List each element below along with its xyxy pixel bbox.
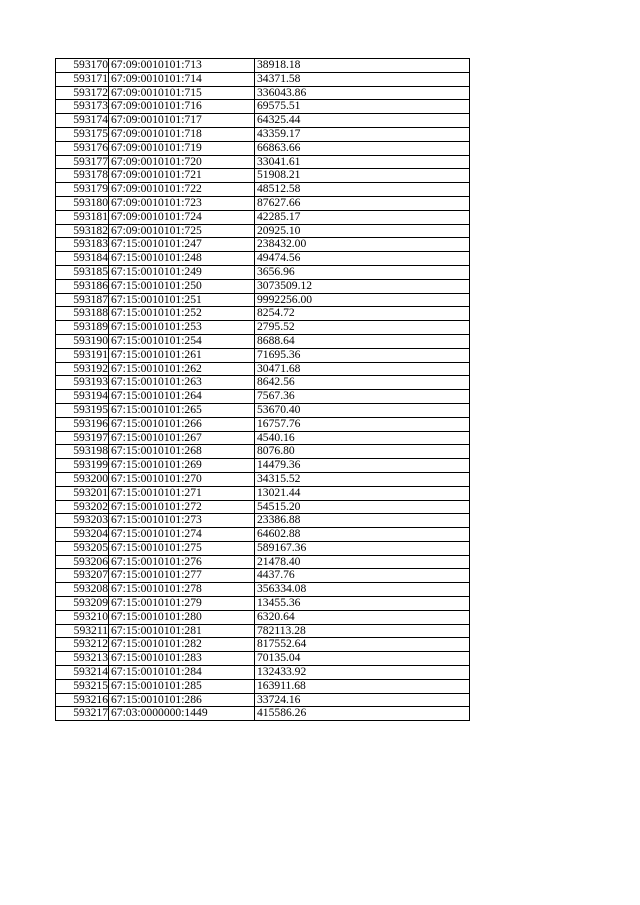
value-cell: 34371.58	[255, 72, 470, 86]
table-row	[56, 403, 470, 417]
table-row	[56, 86, 470, 100]
cadastral-number-cell: 67:15:0010101:281	[109, 624, 255, 638]
table-row	[56, 252, 470, 266]
cadastral-number-cell: 67:09:0010101:724	[109, 210, 255, 224]
row-number-cell: 593178	[56, 169, 109, 183]
row-number-cell: 593201	[56, 486, 109, 500]
row-number-cell: 593197	[56, 431, 109, 445]
table-row	[56, 114, 470, 128]
row-number-cell: 593195	[56, 403, 109, 417]
cadastral-number-cell: 67:15:0010101:266	[109, 417, 255, 431]
value-cell: 3656.96	[255, 265, 470, 279]
row-number-cell: 593179	[56, 183, 109, 197]
table-row	[56, 210, 470, 224]
table-row	[56, 265, 470, 279]
table-row	[56, 555, 470, 569]
table-row	[56, 528, 470, 542]
table-row	[56, 693, 470, 707]
cadastral-number-cell: 67:15:0010101:263	[109, 376, 255, 390]
cadastral-number-cell: 67:15:0010101:267	[109, 431, 255, 445]
table-row	[56, 362, 470, 376]
value-cell: 163911.68	[255, 679, 470, 693]
value-cell: 42285.17	[255, 210, 470, 224]
table-row	[56, 307, 470, 321]
value-cell: 4540.16	[255, 431, 470, 445]
cadastral-number-cell: 67:15:0010101:271	[109, 486, 255, 500]
row-number-cell: 593217	[56, 707, 109, 721]
value-cell: 53670.40	[255, 403, 470, 417]
table-row	[56, 500, 470, 514]
row-number-cell: 593172	[56, 86, 109, 100]
value-cell: 8688.64	[255, 334, 470, 348]
value-cell: 38918.18	[255, 59, 470, 73]
value-cell: 71695.36	[255, 348, 470, 362]
table-row	[56, 417, 470, 431]
table-row	[56, 624, 470, 638]
value-cell: 33724.16	[255, 693, 470, 707]
table-row	[56, 638, 470, 652]
row-number-cell: 593186	[56, 279, 109, 293]
value-cell: 2795.52	[255, 321, 470, 335]
table-row	[56, 321, 470, 335]
value-cell: 817552.64	[255, 638, 470, 652]
row-number-cell: 593180	[56, 196, 109, 210]
row-number-cell: 593196	[56, 417, 109, 431]
value-cell: 3073509.12	[255, 279, 470, 293]
value-cell: 70135.04	[255, 652, 470, 666]
row-number-cell: 593215	[56, 679, 109, 693]
row-number-cell: 593184	[56, 252, 109, 266]
cadastral-number-cell: 67:15:0010101:268	[109, 445, 255, 459]
table-row	[56, 445, 470, 459]
table-row	[56, 279, 470, 293]
cadastral-number-cell: 67:03:0000000:1449	[109, 707, 255, 721]
row-number-cell: 593208	[56, 583, 109, 597]
cadastral-number-cell: 67:15:0010101:264	[109, 390, 255, 404]
row-number-cell: 593193	[56, 376, 109, 390]
value-cell: 415586.26	[255, 707, 470, 721]
table-row	[56, 514, 470, 528]
row-number-cell: 593211	[56, 624, 109, 638]
table-row	[56, 59, 470, 73]
value-cell: 589167.36	[255, 541, 470, 555]
row-number-cell: 593183	[56, 238, 109, 252]
row-number-cell: 593210	[56, 610, 109, 624]
table-row	[56, 583, 470, 597]
cadastral-number-cell: 67:15:0010101:269	[109, 459, 255, 473]
cadastral-number-cell: 67:09:0010101:722	[109, 183, 255, 197]
row-number-cell: 593171	[56, 72, 109, 86]
cadastral-number-cell: 67:15:0010101:270	[109, 472, 255, 486]
row-number-cell: 593192	[56, 362, 109, 376]
row-number-cell: 593202	[56, 500, 109, 514]
cadastral-number-cell: 67:15:0010101:273	[109, 514, 255, 528]
cadastral-number-cell: 67:09:0010101:717	[109, 114, 255, 128]
value-cell: 87627.66	[255, 196, 470, 210]
table-row	[56, 334, 470, 348]
row-number-cell: 593203	[56, 514, 109, 528]
value-cell: 49474.56	[255, 252, 470, 266]
row-number-cell: 593209	[56, 597, 109, 611]
table-row	[56, 486, 470, 500]
row-number-cell: 593199	[56, 459, 109, 473]
table-row	[56, 141, 470, 155]
value-cell: 66863.66	[255, 141, 470, 155]
cadastral-number-cell: 67:15:0010101:253	[109, 321, 255, 335]
table-row	[56, 72, 470, 86]
cadastral-number-cell: 67:15:0010101:274	[109, 528, 255, 542]
row-number-cell: 593194	[56, 390, 109, 404]
table-row	[56, 224, 470, 238]
value-cell: 51908.21	[255, 169, 470, 183]
cadastral-number-cell: 67:15:0010101:250	[109, 279, 255, 293]
cadastral-table	[55, 58, 470, 721]
row-number-cell: 593214	[56, 666, 109, 680]
value-cell: 7567.36	[255, 390, 470, 404]
cadastral-number-cell: 67:15:0010101:286	[109, 693, 255, 707]
value-cell: 64602.88	[255, 528, 470, 542]
value-cell: 33041.61	[255, 155, 470, 169]
cadastral-number-cell: 67:15:0010101:277	[109, 569, 255, 583]
cadastral-number-cell: 67:15:0010101:251	[109, 293, 255, 307]
cadastral-number-cell: 67:15:0010101:261	[109, 348, 255, 362]
cadastral-number-cell: 67:09:0010101:715	[109, 86, 255, 100]
value-cell: 48512.58	[255, 183, 470, 197]
row-number-cell: 593191	[56, 348, 109, 362]
cadastral-number-cell: 67:15:0010101:248	[109, 252, 255, 266]
row-number-cell: 593174	[56, 114, 109, 128]
table-body	[56, 59, 470, 721]
cadastral-number-cell: 67:09:0010101:713	[109, 59, 255, 73]
table-row	[56, 183, 470, 197]
table-row	[56, 679, 470, 693]
table-row	[56, 431, 470, 445]
table-row	[56, 569, 470, 583]
cadastral-number-cell: 67:15:0010101:272	[109, 500, 255, 514]
cadastral-number-cell: 67:09:0010101:714	[109, 72, 255, 86]
cadastral-number-cell: 67:15:0010101:262	[109, 362, 255, 376]
row-number-cell: 593207	[56, 569, 109, 583]
table-row	[56, 196, 470, 210]
cadastral-number-cell: 67:09:0010101:719	[109, 141, 255, 155]
cadastral-number-cell: 67:15:0010101:284	[109, 666, 255, 680]
value-cell: 14479.36	[255, 459, 470, 473]
value-cell: 356334.08	[255, 583, 470, 597]
table-row	[56, 238, 470, 252]
cadastral-number-cell: 67:15:0010101:279	[109, 597, 255, 611]
value-cell: 23386.88	[255, 514, 470, 528]
value-cell: 8254.72	[255, 307, 470, 321]
value-cell: 34315.52	[255, 472, 470, 486]
row-number-cell: 593200	[56, 472, 109, 486]
table-row	[56, 541, 470, 555]
value-cell: 54515.20	[255, 500, 470, 514]
table-row	[56, 459, 470, 473]
value-cell: 6320.64	[255, 610, 470, 624]
row-number-cell: 593175	[56, 127, 109, 141]
row-number-cell: 593170	[56, 59, 109, 73]
row-number-cell: 593190	[56, 334, 109, 348]
row-number-cell: 593182	[56, 224, 109, 238]
table-row	[56, 610, 470, 624]
row-number-cell: 593189	[56, 321, 109, 335]
row-number-cell: 593177	[56, 155, 109, 169]
cadastral-number-cell: 67:09:0010101:718	[109, 127, 255, 141]
value-cell: 43359.17	[255, 127, 470, 141]
cadastral-number-cell: 67:15:0010101:247	[109, 238, 255, 252]
row-number-cell: 593204	[56, 528, 109, 542]
cadastral-number-cell: 67:15:0010101:278	[109, 583, 255, 597]
row-number-cell: 593185	[56, 265, 109, 279]
cadastral-number-cell: 67:09:0010101:716	[109, 100, 255, 114]
row-number-cell: 593173	[56, 100, 109, 114]
row-number-cell: 593187	[56, 293, 109, 307]
value-cell: 13455.36	[255, 597, 470, 611]
value-cell: 4437.76	[255, 569, 470, 583]
cadastral-number-cell: 67:15:0010101:275	[109, 541, 255, 555]
row-number-cell: 593206	[56, 555, 109, 569]
row-number-cell: 593212	[56, 638, 109, 652]
cadastral-number-cell: 67:15:0010101:265	[109, 403, 255, 417]
table-row	[56, 127, 470, 141]
row-number-cell: 593188	[56, 307, 109, 321]
value-cell: 8076.80	[255, 445, 470, 459]
table-row	[56, 597, 470, 611]
value-cell: 238432.00	[255, 238, 470, 252]
value-cell: 13021.44	[255, 486, 470, 500]
cadastral-number-cell: 67:09:0010101:723	[109, 196, 255, 210]
table-row	[56, 100, 470, 114]
cadastral-number-cell: 67:09:0010101:721	[109, 169, 255, 183]
table-row	[56, 652, 470, 666]
value-cell: 336043.86	[255, 86, 470, 100]
table-row	[56, 293, 470, 307]
table-row	[56, 348, 470, 362]
cadastral-number-cell: 67:15:0010101:283	[109, 652, 255, 666]
value-cell: 20925.10	[255, 224, 470, 238]
cadastral-number-cell: 67:15:0010101:249	[109, 265, 255, 279]
cadastral-number-cell: 67:15:0010101:285	[109, 679, 255, 693]
cadastral-number-cell: 67:15:0010101:252	[109, 307, 255, 321]
value-cell: 9992256.00	[255, 293, 470, 307]
cadastral-number-cell: 67:15:0010101:280	[109, 610, 255, 624]
row-number-cell: 593181	[56, 210, 109, 224]
row-number-cell: 593176	[56, 141, 109, 155]
value-cell: 30471.68	[255, 362, 470, 376]
table-row	[56, 472, 470, 486]
cadastral-number-cell: 67:15:0010101:254	[109, 334, 255, 348]
row-number-cell: 593213	[56, 652, 109, 666]
value-cell: 69575.51	[255, 100, 470, 114]
table-row	[56, 155, 470, 169]
row-number-cell: 593205	[56, 541, 109, 555]
row-number-cell: 593216	[56, 693, 109, 707]
value-cell: 21478.40	[255, 555, 470, 569]
cadastral-number-cell: 67:15:0010101:276	[109, 555, 255, 569]
value-cell: 132433.92	[255, 666, 470, 680]
table-row	[56, 376, 470, 390]
table-row	[56, 707, 470, 721]
table-row	[56, 666, 470, 680]
table-row	[56, 169, 470, 183]
cadastral-number-cell: 67:15:0010101:282	[109, 638, 255, 652]
value-cell: 8642.56	[255, 376, 470, 390]
cadastral-number-cell: 67:09:0010101:725	[109, 224, 255, 238]
value-cell: 64325.44	[255, 114, 470, 128]
cadastral-number-cell: 67:09:0010101:720	[109, 155, 255, 169]
value-cell: 16757.76	[255, 417, 470, 431]
table-row	[56, 390, 470, 404]
row-number-cell: 593198	[56, 445, 109, 459]
value-cell: 782113.28	[255, 624, 470, 638]
